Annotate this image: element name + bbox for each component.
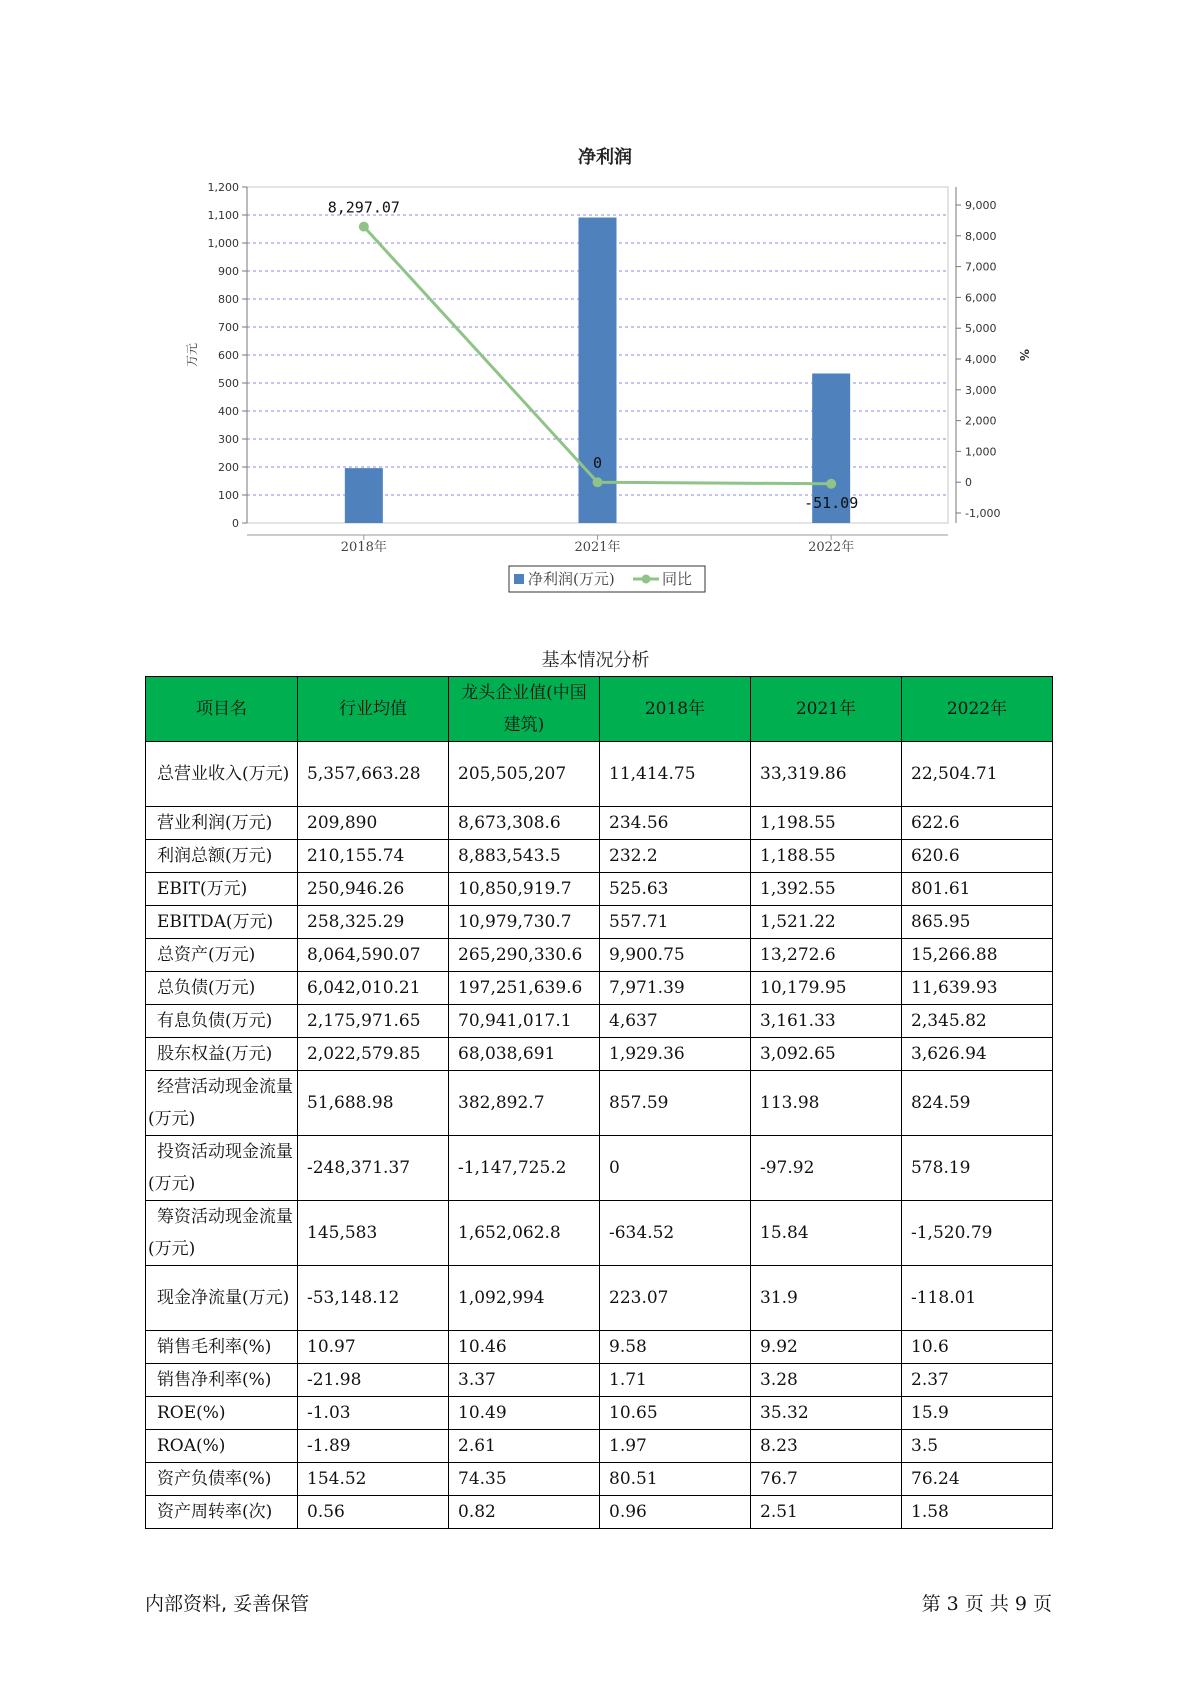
y2-tick-label: 7,000 (965, 260, 997, 274)
table-cell: 9.58 (600, 1331, 751, 1364)
table-row (146, 1201, 1053, 1266)
table-cell: 10,979,730.7 (449, 906, 600, 939)
table-cell: 7,971.39 (600, 972, 751, 1005)
table-row (146, 1071, 1053, 1136)
table-cell: 865.95 (902, 906, 1053, 939)
table-cell: 620.6 (902, 840, 1053, 873)
header-item-name: 项目名 (146, 677, 298, 742)
table-cell: 15.9 (902, 1397, 1053, 1430)
table-cell: -1.03 (298, 1397, 449, 1430)
table-cell: 857.59 (600, 1071, 751, 1136)
row-label: 总负债(万元) (146, 972, 298, 1005)
table-cell: 11,639.93 (902, 972, 1053, 1005)
table-cell: 5,357,663.28 (298, 742, 449, 807)
table-cell: 10,179.95 (751, 972, 902, 1005)
y-tick-label: 1,200 (207, 181, 239, 194)
table-cell: 35.32 (751, 1397, 902, 1430)
y-tick-label: 100 (218, 489, 239, 502)
table-row (146, 1463, 1053, 1496)
data-label: 0 (592, 454, 603, 473)
table-cell: 232.2 (600, 840, 751, 873)
row-label: 有息负债(万元) (146, 1005, 298, 1038)
table-row (146, 1136, 1053, 1201)
y-tick-label: 300 (218, 433, 239, 446)
row-label: EBIT(万元) (146, 873, 298, 906)
table-cell: 1,521.22 (751, 906, 902, 939)
y-tick-label: 700 (218, 321, 239, 334)
table-row (146, 807, 1053, 840)
table-cell: 74.35 (449, 1463, 600, 1496)
table-row (146, 1397, 1053, 1430)
table-header-row (146, 677, 1053, 742)
table-cell: 1.71 (600, 1364, 751, 1397)
y2-axis-label: % (1017, 348, 1031, 362)
table-cell: 0.96 (600, 1496, 751, 1529)
table-cell: 2,175,971.65 (298, 1005, 449, 1038)
legend-bar-label: 净利润(万元) (528, 570, 615, 588)
y2-tick-label: 3,000 (965, 383, 997, 397)
table-cell: 3.5 (902, 1430, 1053, 1463)
row-label: ROE(%) (146, 1397, 298, 1430)
table-cell: 1,652,062.8 (449, 1201, 600, 1266)
row-label: 总营业收入(万元) (146, 742, 298, 807)
table-cell: 525.63 (600, 873, 751, 906)
y2-tick-label: 0 (965, 476, 972, 490)
table-cell: 10.6 (902, 1331, 1053, 1364)
row-label: EBITDA(万元) (146, 906, 298, 939)
table-cell: 9,900.75 (600, 939, 751, 972)
table-row (146, 1430, 1053, 1463)
data-label: 8,297.07 (327, 198, 400, 217)
table-row (146, 1496, 1053, 1529)
table-cell: 80.51 (600, 1463, 751, 1496)
table-cell: 1,092,994 (449, 1266, 600, 1331)
table-cell: 0 (600, 1136, 751, 1201)
table-cell: 578.19 (902, 1136, 1053, 1201)
table-cell: -1.89 (298, 1430, 449, 1463)
table-cell: 6,042,010.21 (298, 972, 449, 1005)
y2-tick-label: 8,000 (965, 229, 997, 243)
basic-analysis-table (145, 676, 1053, 1529)
table-cell: 15,266.88 (902, 939, 1053, 972)
table-cell: 3,626.94 (902, 1038, 1053, 1071)
y-tick-label: 1,000 (207, 237, 239, 250)
row-label: ROA(%) (146, 1430, 298, 1463)
table-row (146, 1005, 1053, 1038)
y-axis-label: 万元 (185, 342, 199, 368)
legend-bar-swatch (514, 574, 524, 584)
row-label: 现金净流量(万元) (146, 1266, 298, 1331)
y2-tick-label: 6,000 (965, 291, 997, 305)
y2-tick-label: -1,000 (965, 507, 1001, 520)
row-label: 投资活动现金流量(万元) (146, 1136, 298, 1201)
table-cell: 205,505,207 (449, 742, 600, 807)
table-cell: -118.01 (902, 1266, 1053, 1331)
net-profit-chart (0, 0, 1191, 600)
header-leader-value: 龙头企业值(中国建筑) (449, 677, 600, 742)
table-cell: 2.37 (902, 1364, 1053, 1397)
table-cell: 4,637 (600, 1005, 751, 1038)
table-cell: 2.51 (751, 1496, 902, 1529)
footer-confidential: 内部资料, 妥善保管 (145, 1593, 310, 1615)
y2-tick-label: 9,000 (965, 199, 997, 212)
table-cell: 1,198.55 (751, 807, 902, 840)
table-row (146, 873, 1053, 906)
table-cell: 1,188.55 (751, 840, 902, 873)
y2-tick-label: 2,000 (965, 414, 997, 428)
table-row (146, 1364, 1053, 1397)
y-tick-label: 0 (232, 517, 239, 530)
table-cell: 3,092.65 (751, 1038, 902, 1071)
header-2022: 2022年 (902, 677, 1053, 742)
table-cell: 3.28 (751, 1364, 902, 1397)
table-cell: 0.56 (298, 1496, 449, 1529)
table-cell: 11,414.75 (600, 742, 751, 807)
row-label: 总资产(万元) (146, 939, 298, 972)
table-row (146, 906, 1053, 939)
table-cell: -248,371.37 (298, 1136, 449, 1201)
table-cell: 154.52 (298, 1463, 449, 1496)
row-label: 筹资活动现金流量(万元) (146, 1201, 298, 1266)
table-cell: -1,147,725.2 (449, 1136, 600, 1201)
yoy-point (593, 477, 603, 487)
y2-tick-label: 1,000 (965, 445, 997, 459)
table-cell: 31.9 (751, 1266, 902, 1331)
table-cell: 33,319.86 (751, 742, 902, 807)
header-2021: 2021年 (751, 677, 902, 742)
row-label: 股东权益(万元) (146, 1038, 298, 1071)
table-cell: 76.7 (751, 1463, 902, 1496)
bar (345, 468, 383, 523)
y-tick-label: 400 (218, 405, 239, 418)
footer-page-number: 第 3 页 共 9 页 (921, 1593, 1052, 1615)
table-row (146, 840, 1053, 873)
table-cell: 145,583 (298, 1201, 449, 1266)
table-row (146, 972, 1053, 1005)
table-cell: 382,892.7 (449, 1071, 600, 1136)
row-label: 资产周转率(次) (146, 1496, 298, 1529)
x-tick-label: 2018年 (340, 540, 387, 555)
table-cell: 68,038,691 (449, 1038, 600, 1071)
table-cell: 10.49 (449, 1397, 600, 1430)
table-cell: 113.98 (751, 1071, 902, 1136)
row-label: 经营活动现金流量(万元) (146, 1071, 298, 1136)
table-cell: 51,688.98 (298, 1071, 449, 1136)
table-cell: 801.61 (902, 873, 1053, 906)
table-cell: 265,290,330.6 (449, 939, 600, 972)
row-label: 营业利润(万元) (146, 807, 298, 840)
table-cell: 8,064,590.07 (298, 939, 449, 972)
y2-tick-label: 4,000 (965, 353, 997, 366)
header-industry-avg: 行业均值 (298, 677, 449, 742)
table-cell: -634.52 (600, 1201, 751, 1266)
table-cell: 250,946.26 (298, 873, 449, 906)
table-cell: 210,155.74 (298, 840, 449, 873)
table-cell: 1,929.36 (600, 1038, 751, 1071)
y-tick-label: 600 (218, 349, 239, 362)
data-label: -51.09 (804, 493, 859, 512)
yoy-point (359, 222, 369, 232)
table-row (146, 939, 1053, 972)
table-cell: 9.92 (751, 1331, 902, 1364)
table-cell: 8.23 (751, 1430, 902, 1463)
row-label: 利润总额(万元) (146, 840, 298, 873)
y-tick-label: 1,100 (207, 209, 239, 222)
table-cell: -1,520.79 (902, 1201, 1053, 1266)
table-cell: 3,161.33 (751, 1005, 902, 1038)
table-cell: 1.97 (600, 1430, 751, 1463)
table-caption: 基本情况分析 (541, 650, 650, 671)
table-cell: 824.59 (902, 1071, 1053, 1136)
table-cell: 0.82 (449, 1496, 600, 1529)
table-cell: 15.84 (751, 1201, 902, 1266)
table-row (146, 1266, 1053, 1331)
y-tick-label: 800 (218, 293, 239, 306)
header-2018: 2018年 (600, 677, 751, 742)
legend-line-marker (642, 575, 651, 584)
table-cell: 8,673,308.6 (449, 807, 600, 840)
table-cell: 197,251,639.6 (449, 972, 600, 1005)
table-cell: 10,850,919.7 (449, 873, 600, 906)
table-cell: 622.6 (902, 807, 1053, 840)
table-cell: 2,345.82 (902, 1005, 1053, 1038)
table-cell: 10.46 (449, 1331, 600, 1364)
y2-tick-label: 5,000 (965, 322, 997, 336)
legend-line-label: 同比 (662, 570, 693, 588)
table-cell: 258,325.29 (298, 906, 449, 939)
table-cell: 22,504.71 (902, 742, 1053, 807)
table-cell: -21.98 (298, 1364, 449, 1397)
chart-title: 净利润 (578, 147, 632, 168)
table-cell: 10.97 (298, 1331, 449, 1364)
bar (579, 218, 617, 523)
y-tick-label: 500 (218, 377, 239, 390)
table-cell: 13,272.6 (751, 939, 902, 972)
x-tick-label: 2022年 (808, 540, 855, 555)
row-label: 销售净利率(%) (146, 1364, 298, 1397)
table-row (146, 1038, 1053, 1071)
table-cell: 234.56 (600, 807, 751, 840)
table-row (146, 1331, 1053, 1364)
table-cell: 10.65 (600, 1397, 751, 1430)
table-cell: 70,941,017.1 (449, 1005, 600, 1038)
y-tick-label: 900 (218, 265, 239, 278)
yoy-point (826, 479, 836, 489)
table-cell: 557.71 (600, 906, 751, 939)
table-cell: 8,883,543.5 (449, 840, 600, 873)
table-cell: 3.37 (449, 1364, 600, 1397)
table-row (146, 742, 1053, 807)
table-cell: 1.58 (902, 1496, 1053, 1529)
y-tick-label: 200 (218, 461, 239, 474)
table-cell: 2,022,579.85 (298, 1038, 449, 1071)
table-cell: 2.61 (449, 1430, 600, 1463)
table-cell: 1,392.55 (751, 873, 902, 906)
table-cell: -97.92 (751, 1136, 902, 1201)
row-label: 资产负债率(%) (146, 1463, 298, 1496)
table-cell: 209,890 (298, 807, 449, 840)
x-tick-label: 2021年 (574, 540, 621, 555)
table-cell: 223.07 (600, 1266, 751, 1331)
table-cell: -53,148.12 (298, 1266, 449, 1331)
table-cell: 76.24 (902, 1463, 1053, 1496)
row-label: 销售毛利率(%) (146, 1331, 298, 1364)
